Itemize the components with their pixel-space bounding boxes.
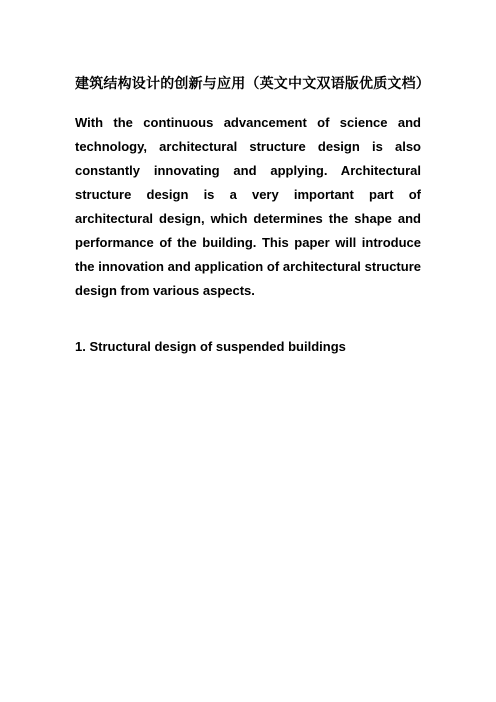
section-heading: 1. Structural design of suspended buildings <box>75 339 346 354</box>
intro-paragraph: With the continuous advancement of science and technology, architectural structure design is also constantly innovating and applying. Architectural structure design is a very important part of architectural design, which determines the shape and performance of the building. This paper will introduce the innovation and application of architectural structure design from various aspects. <box>75 115 421 298</box>
document-title: 建筑结构设计的创新与应用（英文中文双语版优质文档） <box>75 76 430 92</box>
